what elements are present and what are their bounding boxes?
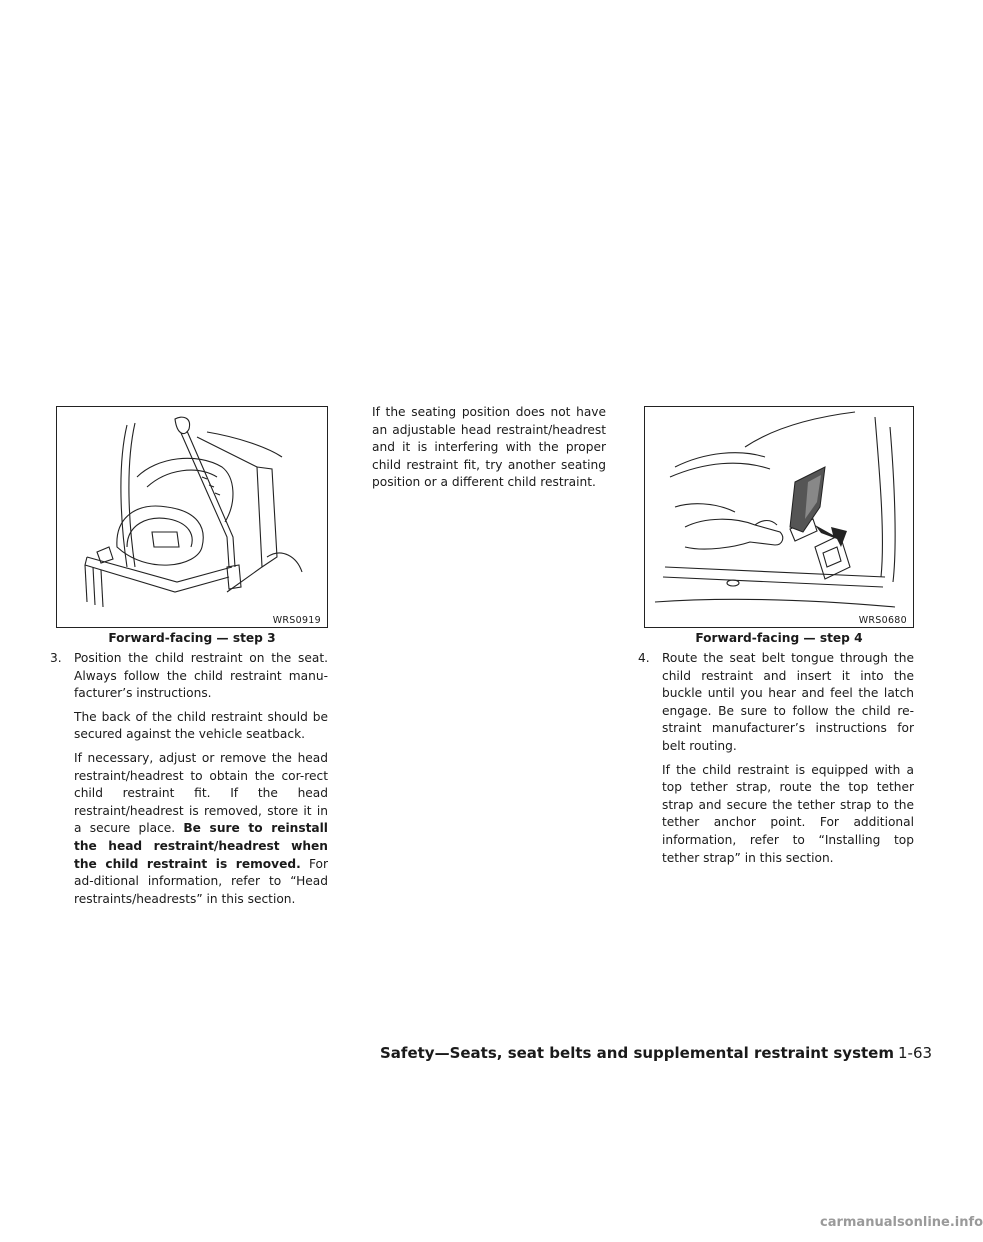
- paragraph-text: If necessary, adjust or remove the head restraint/headrest to obtain the cor-rect child restraint fit. If the head restraint/headrest is removed, store it in a secure place.: [74, 750, 328, 836]
- direction-arrow-icon: [815, 525, 847, 547]
- watermark-text: carmanualsonline.info: [820, 1215, 983, 1230]
- figure-forward-facing-step-4: [644, 406, 914, 628]
- middle-paragraph: If the seating position does not have an adjustable head restraint/headrest and it is interfering with the proper child restraint fit, try another seating position or a different child restraint.: [372, 405, 606, 490]
- figure-code: WRS0680: [858, 615, 907, 626]
- figure-caption-step-4: Forward-facing — step 4: [695, 631, 863, 645]
- middle-column: [372, 404, 606, 492]
- step-4: [638, 650, 914, 756]
- step-text: Route the seat belt tongue through the child restraint and insert it into the buckle until you hear and feel the latch engage. Be sure to follow the child re-straint manufacturer’s instructions for belt routing.: [662, 651, 914, 753]
- figure-forward-facing-step-3: [56, 406, 328, 628]
- child-seat-illustration: [57, 407, 327, 627]
- step-text: Position the child restraint on the seat. Always follow the child restraint manu-facturer’s instructions.: [74, 651, 328, 701]
- page-number: 1-63: [897, 1044, 933, 1062]
- step-3-paragraph-2: The back of the child restraint should be secured against the vehicle seatback.: [74, 709, 328, 742]
- step-number: 3.: [50, 651, 62, 665]
- section-title: Safety—Seats, seat belts and supplemental restraint system: [380, 1044, 894, 1062]
- page-footer: [380, 1044, 933, 1062]
- right-column: [638, 650, 914, 867]
- figure-code: WRS0919: [272, 615, 321, 626]
- paragraph-text: For ad-ditional information, refer to “Head restraints/headrests” in this section.: [74, 856, 329, 906]
- warning-text: Be sure to reinstall the head restraint/headrest when the child restraint is removed.: [74, 821, 328, 871]
- figure-caption-step-3: Forward-facing — step 3: [108, 631, 276, 645]
- step-4-paragraph-2: If the child restraint is equipped with a top tether strap, route the top tether strap and secure the tether strap to the tether anchor point. For additional information, refer to “Installing top tether strap” in this section.: [662, 762, 914, 865]
- step-3: [50, 650, 328, 703]
- step-3-paragraph-3: [50, 750, 328, 908]
- step-number: 4.: [638, 651, 650, 665]
- seat-belt-buckle-illustration: [645, 407, 913, 627]
- left-column: [50, 650, 328, 908]
